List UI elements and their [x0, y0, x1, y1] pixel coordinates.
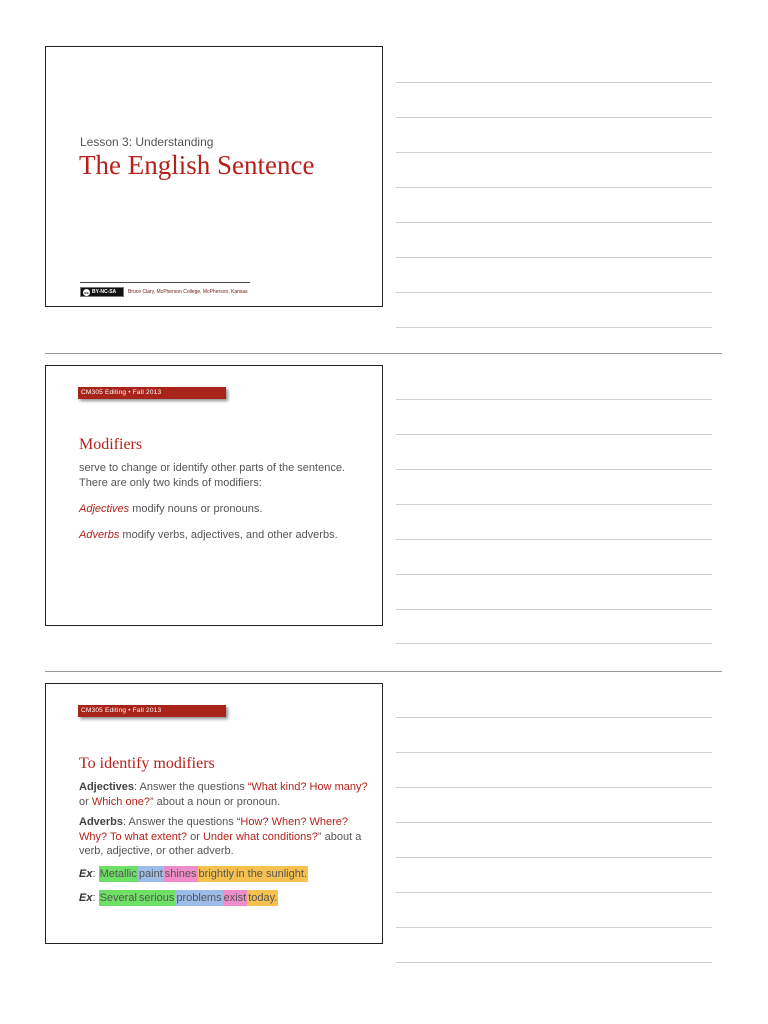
note-line: [396, 504, 712, 505]
example-word: problems: [176, 891, 222, 904]
note-line: [396, 434, 712, 435]
note-line: [396, 327, 712, 328]
lesson-subtitle: Lesson 3: Understanding: [80, 135, 214, 149]
slide-body: [79, 461, 354, 554]
example-label: Ex: [79, 891, 93, 904]
note-line: [396, 787, 712, 788]
author-credit: Bruce Clary, McPherson College, McPherson, Kansas: [128, 289, 248, 295]
intro-text: serve to change or identify other parts of the sentence. There are only two kinds of modifiers:: [79, 462, 345, 489]
adverbs-lead: : Answer the questions: [123, 816, 237, 828]
note-line: [396, 822, 712, 823]
title-rule: [80, 282, 250, 283]
adjectives-term: Adjectives: [79, 503, 130, 515]
adverbs-text: modify verbs, adjectives, and other adverbs.: [119, 529, 338, 541]
slide-1: [45, 46, 383, 307]
adjectives-questions: “What kind? How many?: [247, 781, 368, 793]
cc-icon: cc: [84, 289, 89, 295]
note-line: [396, 752, 712, 753]
example-word: shines: [164, 867, 197, 880]
adjectives-tail: ” about a noun or pronoun.: [149, 795, 281, 808]
note-line: [396, 399, 712, 400]
slide-heading: To identify modifiers: [79, 755, 215, 772]
adverbs-tail: ” about a verb, adjective, or other adverb.: [79, 830, 362, 857]
course-header-bar: CM305 Editing • Fall 2013: [78, 387, 226, 399]
adverbs-question-2: Under what conditions?: [202, 830, 318, 843]
example-word: serious: [138, 891, 175, 904]
page-divider: [45, 671, 722, 672]
example-word: Several: [99, 891, 137, 904]
note-line: [396, 257, 712, 258]
adverbs-term: Adverbs: [79, 529, 120, 541]
note-line: [396, 152, 712, 153]
example-label: Ex: [79, 867, 93, 880]
note-line: [396, 539, 712, 540]
example-word: brightly: [198, 867, 235, 880]
note-line: [396, 927, 712, 928]
page-divider: [45, 353, 722, 354]
example-word: exist: [223, 891, 247, 904]
adverbs-or: or: [187, 830, 203, 843]
note-line: [396, 222, 712, 223]
adjectives-line: [79, 502, 354, 517]
adverbs-line: [79, 528, 354, 543]
example-word: Metallic: [99, 867, 137, 880]
note-line: [396, 717, 712, 718]
note-line: [396, 574, 712, 575]
adverbs-term: Adverbs: [79, 816, 124, 828]
course-header-bar: CM305 Editing • Fall 2013: [78, 705, 226, 717]
lesson-title: The English Sentence: [79, 150, 315, 180]
adverbs-definition: [79, 815, 369, 859]
example-word: in the sunlight.: [236, 867, 307, 880]
adverbs-questions: “How? When? Where? Why? To what extent?: [79, 816, 349, 843]
slide-3: [45, 683, 383, 944]
slide-body: [79, 780, 369, 913]
slide-heading: Modifiers: [79, 436, 143, 453]
example-2: Ex: Several serious problems exist today.: [79, 891, 278, 904]
adjectives-lead: : Answer the questions: [134, 781, 248, 793]
note-line: [396, 962, 712, 963]
slide-2: [45, 365, 383, 626]
note-line: [396, 857, 712, 858]
example-1: Ex: Metallic paint shines brightly in the sunlight.: [79, 867, 307, 880]
license-label: BY-NC-SA: [92, 289, 117, 295]
note-line: [396, 187, 712, 188]
note-line: [396, 82, 712, 83]
note-line: [396, 292, 712, 293]
cc-license-badge: [80, 287, 124, 297]
adjectives-text: modify nouns or pronouns.: [129, 503, 263, 515]
note-line: [396, 643, 712, 644]
example-word: paint: [138, 867, 163, 880]
adjectives-or: or: [79, 795, 92, 808]
note-line: [396, 117, 712, 118]
adjectives-definition: [79, 780, 369, 809]
adjectives-question-2: Which one?: [91, 795, 150, 808]
note-line: [396, 892, 712, 893]
note-line: [396, 469, 712, 470]
adjectives-term: Adjectives: [79, 781, 135, 793]
example-word: today.: [248, 891, 278, 904]
note-line: [396, 609, 712, 610]
